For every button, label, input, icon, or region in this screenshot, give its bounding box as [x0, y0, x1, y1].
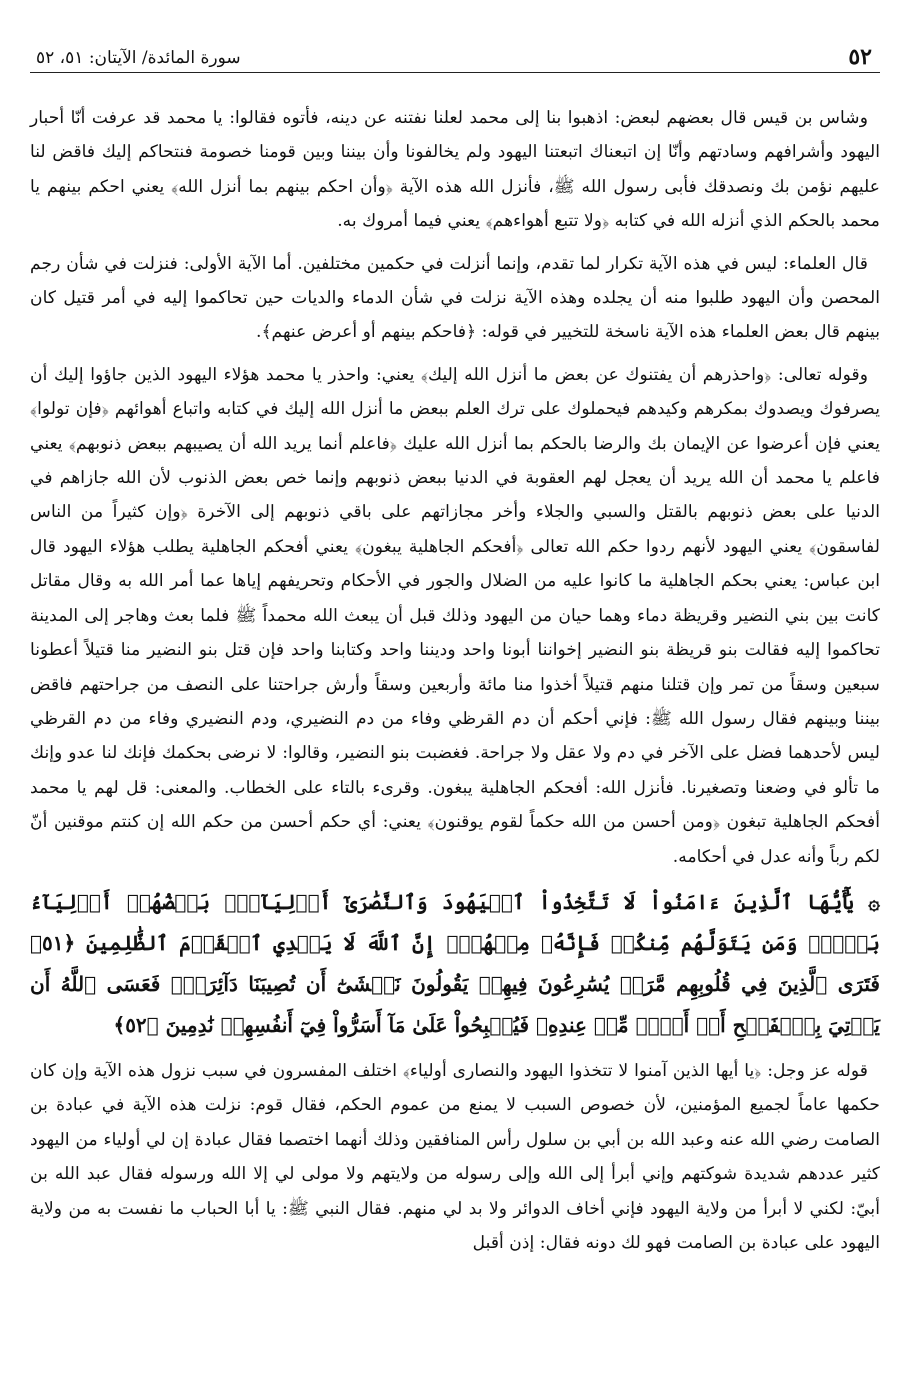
- paragraph-2: قال العلماء: ليس في هذه الآية تكرار لما تقدم، وإنما أنزلت في حكمين مختلفين. أما الآية الأولى: فنزلت في شأن رجم المحصن وأن اليهود طلبوا منه أن يجلده وهذه الآية نزلت في شأن الدماء والديات حين تحاكموا إليه في أمر قتيل كان بينهم قال بعض العلماء هذه الآية ناسخة للتخيير في قوله: ﴿فاحكم بينهم أو أعرض عنهم﴾.: [30, 253, 880, 343]
- paragraph-4: قوله عز وجل: ﴿يا أيها الذين آمنوا لا تتخذوا اليهود والنصارى أولياء﴾ اختلف المفسرون في سبب نزول هذه الآية وإن كان حكمها عاماً لجميع المؤمنين، لأن خصوص السبب لا يمنع من عموم الحكم، فقال قوم: نزلت هذه الآية في عبادة بن الصامت رضي الله عنه وعبد الله بن أبي بن سلول رأس المنافقين وذلك أنهما اختصما فقال عبادة إن لي أولياء من اليهود كثير عددهم شديدة شوكتهم وإني أبرأ إلى الله وإلى رسوله من ولايتهم ولا مولى لي إلا الله ورسوله فقال عبد الله بن أبيّ: لكني لا أبرأ من ولاية اليهود فإني أخاف الدوائر ولا بد لي منهم. فقال النبي ﷺ: يا أبا الحباب ما نفست به من ولاية اليهود على عبادة بن الصامت فهو لك دونه فقال: إذن أقبل: [30, 1060, 880, 1253]
- page-number: ٥٢: [848, 44, 872, 70]
- quran-verse-block: ۞ يَٰٓأَيُّهَا ٱلَّذِينَ ءَامَنُواْ لَا تَتَّخِذُواْ ٱلۡيَهُودَ وَٱلنَّصَٰرَىٰٓ أَوۡلِيَآءَۘ بَعۡضُهُمۡ أَوۡلِيَآءُ بَعۡضٖۚ وَمَن يَتَوَلَّهُم مِّنكُمۡ فَإِنَّهُۥ مِنۡهُمۡۗ إِنَّ ٱللَّهَ لَا يَهۡدِي ٱلۡقَوۡمَ ٱلظَّٰلِمِينَ ﴿٥١﴾ فَتَرَى ٱلَّذِينَ فِي قُلُوبِهِم مَّرَضٞ يُسَٰرِعُونَ فِيهِمۡ يَقُولُونَ نَخۡشَىٰٓ أَن تُصِيبَنَا دَآئِرَةٞۚ فَعَسَى ٱللَّهُ أَن يَأۡتِيَ بِٱلۡفَتۡحِ أَوۡ أَمۡرٖ مِّنۡ عِندِهِۦ فَيُصۡبِحُواْ عَلَىٰ مَآ أَسَرُّواْ فِيٓ أَنفُسِهِمۡ نَٰدِمِينَ ﴿٥٢﴾: [30, 889, 880, 1037]
- paragraph-3: وقوله تعالى: ﴿واحذرهم أن يفتنوك عن بعض ما أنزل الله إليك﴾ يعني: واحذر يا محمد هؤلاء اليهود الذين جاؤوا إليك أن يصرفوك ويصدوك بمكرهم وكيدهم فيحملوك على ترك العلم ببعض ما أنزل الله إليك في كتابه واتباع أهوائهم ﴿فإن تولوا﴾ يعني فإن أعرضوا عن الإيمان بك والرضا بالحكم بما أنزل الله عليك ﴿فاعلم أنما يريد الله أن يصيبهم ببعض ذنوبهم﴾ يعني فاعلم يا محمد أن الله يريد أن يعجل لهم العقوبة في الدنيا ببعض ذنوبهم وإنما خص بعض الذنوب لأن الله جازاهم في الدنيا على بعض ذنوبهم بالقتل والسبي والجلاء وأخر مجازاتهم على باقي ذنوبهم إلى الآخرة ﴿وإن كثيراً من الناس لفاسقون﴾ يعني اليهود لأنهم ردوا حكم الله تعالى ﴿أفحكم الجاهلية يبغون﴾ يعني أفحكم الجاهلية يطلب هؤلاء اليهود قال ابن عباس: يعني بحكم الجاهلية ما كانوا عليه من الضلال والجور في الأحكام وتحريفهم إياها عما أمر الله به وقال مقاتل كانت بين بني النضير وقريظة دماء وهما حيان من اليهود وذلك قبل أن يبعث الله محمداً ﷺ فلما بعث وهاجر إلى المدينة تحاكموا إليه فقالت بنو قريظة بنو النضير إخواننا أبونا واحد وديننا واحد وكتابنا واحد فإن قتل بنو النضير منا قتيلاً أعطونا سبعين وسقاً من تمر وإن قتلنا منهم قتيلاً أخذوا منا مائة وأربعين وسقاً وأرش جراحتنا على النصف من جراحتهم فاقض بيننا وبينهم فقال رسول الله ﷺ: فإني أحكم أن دم القرظي وفاء من دم النضيري، ودم النضيري وفاء من دم القرظي ليس لأحدهما فضل على الآخر في دم ولا عقل ولا جراحة. فغضبت بنو النضير، وقالوا: لا نرضى بحكمك فإنك لنا عدو وإنك ما تألو في وضعنا وتصغيرنا. فأنزل الله: أفحكم الجاهلية يبغون. وقرىء بالتاء على الخطاب. والمعنى: قل لهم يا محمد أفحكم الجاهلية تبغون ﴿ومن أحسن من الله حكماً لقوم يوقنون﴾ يعني: أي حكم أحسن من حكم الله إن كنتم موقنين أنّ لكم رباً وأنه عدل في أحكامه.: [30, 364, 880, 867]
- page-body: [30, 101, 880, 1260]
- book-page: [30, 42, 880, 1375]
- page-header: [30, 42, 880, 73]
- running-title: سورة المائدة/ الآيتان: ٥١، ٥٢: [36, 48, 241, 68]
- paragraph-1: وشاس بن قيس قال بعضهم لبعض: اذهبوا بنا إلى محمد لعلنا نفتنه عن دينه، فأتوه فقالوا: يا محمد قد عرفت أنّا أحبار اليهود وأشرافهم وسادتهم وأنّا إن اتبعناك اتبعتنا اليهود ولم يخالفونا وأن بيننا وبين قومنا خصومة فنتحاكم إليك فاقض لنا عليهم نؤمن بك ونصدقك فأبى رسول الله ﷺ، فأنزل الله هذه الآية ﴿وأن احكم بينهم بما أنزل الله﴾ يعني احكم بينهم يا محمد بالحكم الذي أنزله الله في كتابه ﴿ولا تتبع أهواءهم﴾ يعني فيما أمروك به.: [30, 108, 880, 232]
